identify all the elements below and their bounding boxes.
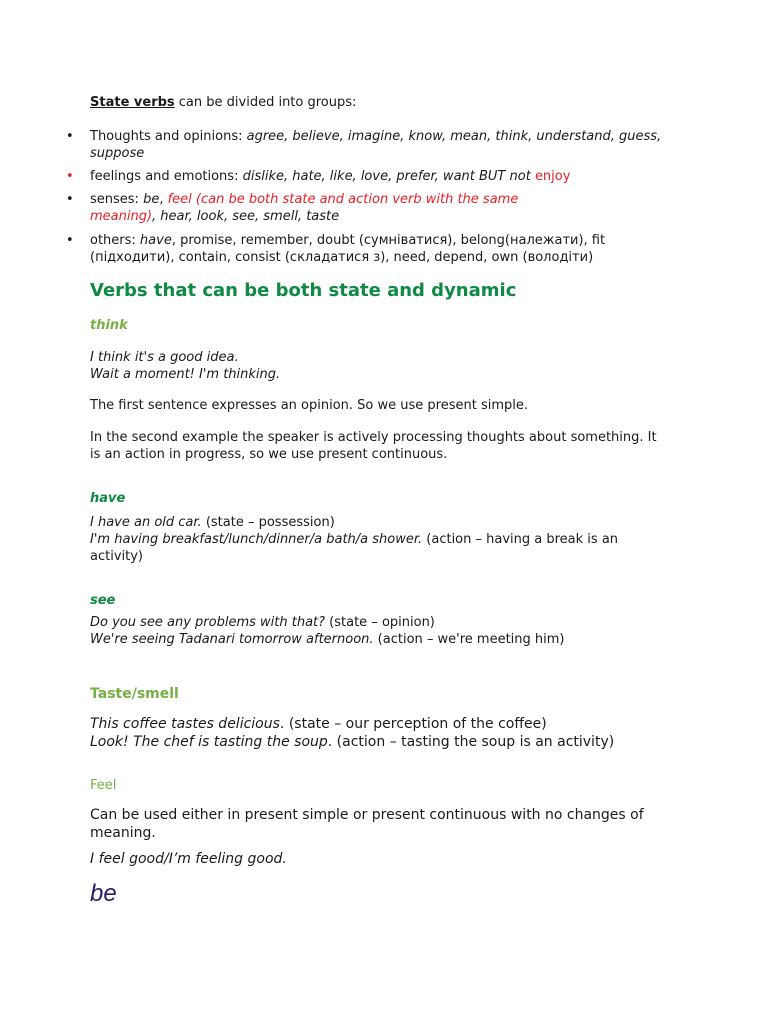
section-heading: Verbs that can be both state and dynamic [90, 280, 517, 301]
see-title: see [90, 593, 116, 608]
group-feelings [90, 168, 690, 185]
bullet-icon: • [66, 233, 74, 248]
group-items: agree, believe, imagine, know, mean, think, understand, guess, [246, 129, 662, 144]
para-line: is an action in progress, so we use present continuous. [90, 447, 448, 462]
feel-example [90, 850, 287, 868]
intro-rest: can be divided into groups: [174, 95, 357, 110]
feel-title: Feel [90, 778, 117, 793]
example-note: (action – having a break is an [422, 532, 619, 547]
example-note: (action – we're meeting him) [373, 632, 565, 647]
example-note: (state – possession) [201, 515, 335, 530]
think-examples [90, 349, 280, 383]
group-items-cont: suppose [90, 146, 145, 161]
intro-line [90, 94, 356, 111]
intro-term: State verbs [90, 95, 175, 110]
example-sentence: I feel good/I’m feeling good. [90, 851, 287, 867]
think-para1: The first sentence expresses an opinion. So we use present simple. [90, 398, 528, 413]
have-examples [90, 514, 710, 565]
see-examples [90, 614, 710, 648]
separator: , [159, 192, 168, 207]
be-title: be [90, 880, 117, 907]
think-para2 [90, 429, 710, 463]
example-sentence: I'm having breakfast/lunch/dinner/a bath/a shower. [90, 532, 423, 547]
group-others [90, 232, 710, 266]
example-sentence: Do you see any problems with that? [90, 615, 326, 630]
group-thoughts [90, 128, 690, 162]
group-label: Thoughts and opinions: [90, 129, 247, 144]
group-items: , hear, look, see, smell, taste [152, 209, 340, 224]
group-items-cont: (підходити), contain, consist (складатися з), need, depend, own (володіти) [90, 250, 594, 265]
taste-title: Taste/smell [90, 686, 179, 702]
bullet-icon: • [66, 129, 74, 144]
enjoy-word: enjoy [534, 169, 571, 184]
para-line: Can be used either in present simple or present continuous with no changes of [90, 807, 644, 823]
be-word: be [143, 192, 160, 207]
feel-note-cont: meaning) [90, 209, 153, 224]
example-sentence: I have an old car. [90, 515, 202, 530]
para-line: meaning. [90, 825, 156, 841]
example-sentence: I think it's a good idea. [90, 350, 239, 365]
group-label: others: [90, 233, 140, 248]
example-sentence: This coffee tastes delicious [90, 716, 280, 732]
group-items: , promise, remember, doubt (сумніватися), belong(належати), fit [171, 233, 606, 248]
bullet-icon: • [66, 169, 74, 184]
feel-note: feel (can be both state and action verb with the same [167, 192, 519, 207]
group-label: feelings and emotions: [90, 169, 243, 184]
feel-para [90, 806, 710, 842]
bullet-icon: • [66, 192, 74, 207]
taste-examples [90, 715, 710, 751]
example-note: . (state – our perception of the coffee) [279, 716, 547, 732]
group-senses [90, 191, 690, 225]
para-line: In the second example the speaker is actively processing thoughts about something. It [90, 430, 657, 445]
example-sentence: Wait a moment! I'm thinking. [90, 367, 281, 382]
example-sentence: Look! The chef is tasting the soup [90, 734, 328, 750]
group-items: dislike, hate, like, love, prefer, want BUT not [242, 169, 535, 184]
example-note: (state – opinion) [325, 615, 435, 630]
example-note: . (action – tasting the soup is an activity) [327, 734, 615, 750]
example-sentence: We're seeing Tadanari tomorrow afternoon. [90, 632, 374, 647]
think-title: think [90, 318, 128, 333]
have-word: have [139, 233, 172, 248]
example-note-cont: activity) [90, 549, 143, 564]
group-label: senses: [90, 192, 144, 207]
have-title: have [90, 491, 126, 506]
